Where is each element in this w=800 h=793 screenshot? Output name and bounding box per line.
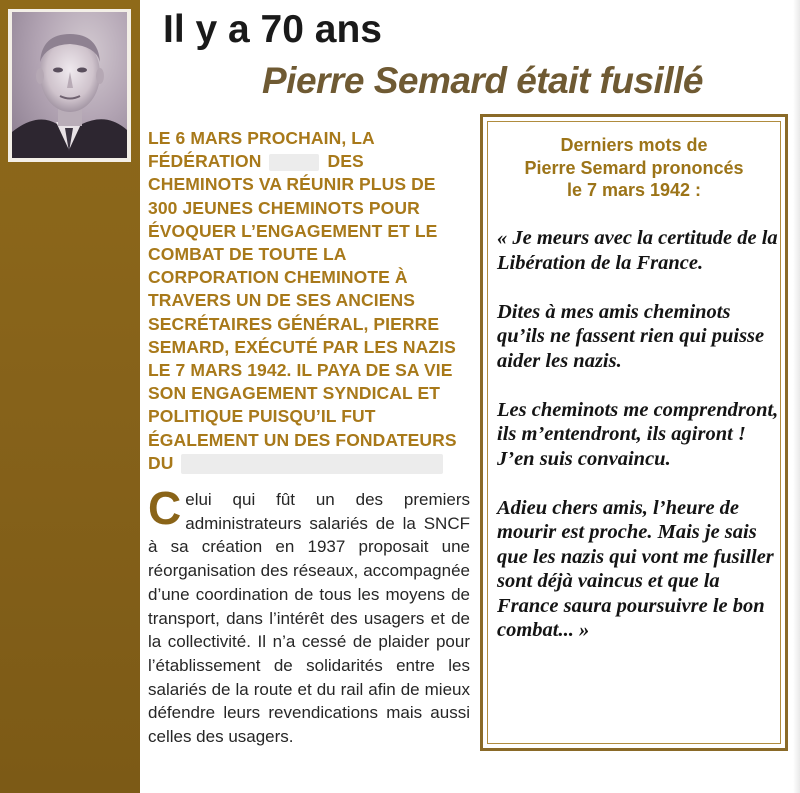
intro-paragraph xyxy=(148,127,468,475)
intro-text-part2: DES CHEMINOTS VA RÉUNIR PLUS DE 300 JEUNES CHEMINOTS POUR ÉVOQUER L’ENGAGEMENT ET LE COMBAT DE TOUTE LA CORPORATION CHEMINOTE À TRAVERS UN DE SES ANCIENS SECRÉTAIRES GÉNÉRAL, PIERRE SEMARD, EXÉCUTÉ PAR LES NAZIS LE 7 MARS 1942. IL PAYA DE SA VIE SON ENGAGEMENT SYNDICAL ET POLITIQUE PUISQU’IL FUT ÉGALEMENT UN DES FONDATEURS DU xyxy=(148,151,457,473)
quote-paragraph: Dites à mes amis cheminots qu’ils ne fassent rien qui puisse aider les nazis. xyxy=(497,300,765,372)
intro-text-part1: LE 6 MARS PROCHAIN, LA FÉDÉRATION xyxy=(148,128,375,172)
quote-header-line1: Derniers mots de xyxy=(560,135,708,155)
redacted-block-long xyxy=(181,454,443,474)
quote-text xyxy=(497,226,781,643)
page-edge-shadow xyxy=(793,0,800,793)
quote-paragraph: Adieu chers amis, l’heure de mourir est proche. Mais je sais que les nazis qui vont me fusiller sont déjà vaincus et que la France saura poursuivre le bon combat... » xyxy=(497,496,774,641)
quote-header-line3: le 7 mars 1942 : xyxy=(566,180,702,200)
drop-cap: C xyxy=(148,482,182,534)
quote-paragraph: « Je meurs avec la certitude de la Libération de la France. xyxy=(497,227,778,274)
page-title: Il y a 70 ans xyxy=(163,8,382,51)
quote-box xyxy=(480,114,788,751)
quote-header-line2: Pierre Semard prononcés xyxy=(524,157,744,178)
portrait-illustration xyxy=(12,12,127,158)
body-paragraph xyxy=(148,482,470,749)
page-subtitle: Pierre Semard était fusillé xyxy=(262,60,703,101)
portrait-photo xyxy=(12,12,127,158)
quote-box-header xyxy=(483,134,785,202)
body-text: elui qui fût un des premiers administrateurs salariés de la SNCF à sa création en 1937 proposait une réorganisation des réseaux, accompagnée d’une coordination de tous les moyens de transport, dans l’intérêt des usagers et de la collectivité. Il n’a cessé de plaider pour l’établissement de solidarités entre les salariés de la route et du rail afin de mieux défendre leurs revendications mais aussi celles des usagers. xyxy=(148,490,470,747)
quote-paragraph: Les cheminots me comprendront, ils m’entendront, ils agiront ! J’en suis convaincu. xyxy=(497,398,779,470)
redacted-block xyxy=(269,154,319,171)
portrait-frame xyxy=(8,9,131,162)
